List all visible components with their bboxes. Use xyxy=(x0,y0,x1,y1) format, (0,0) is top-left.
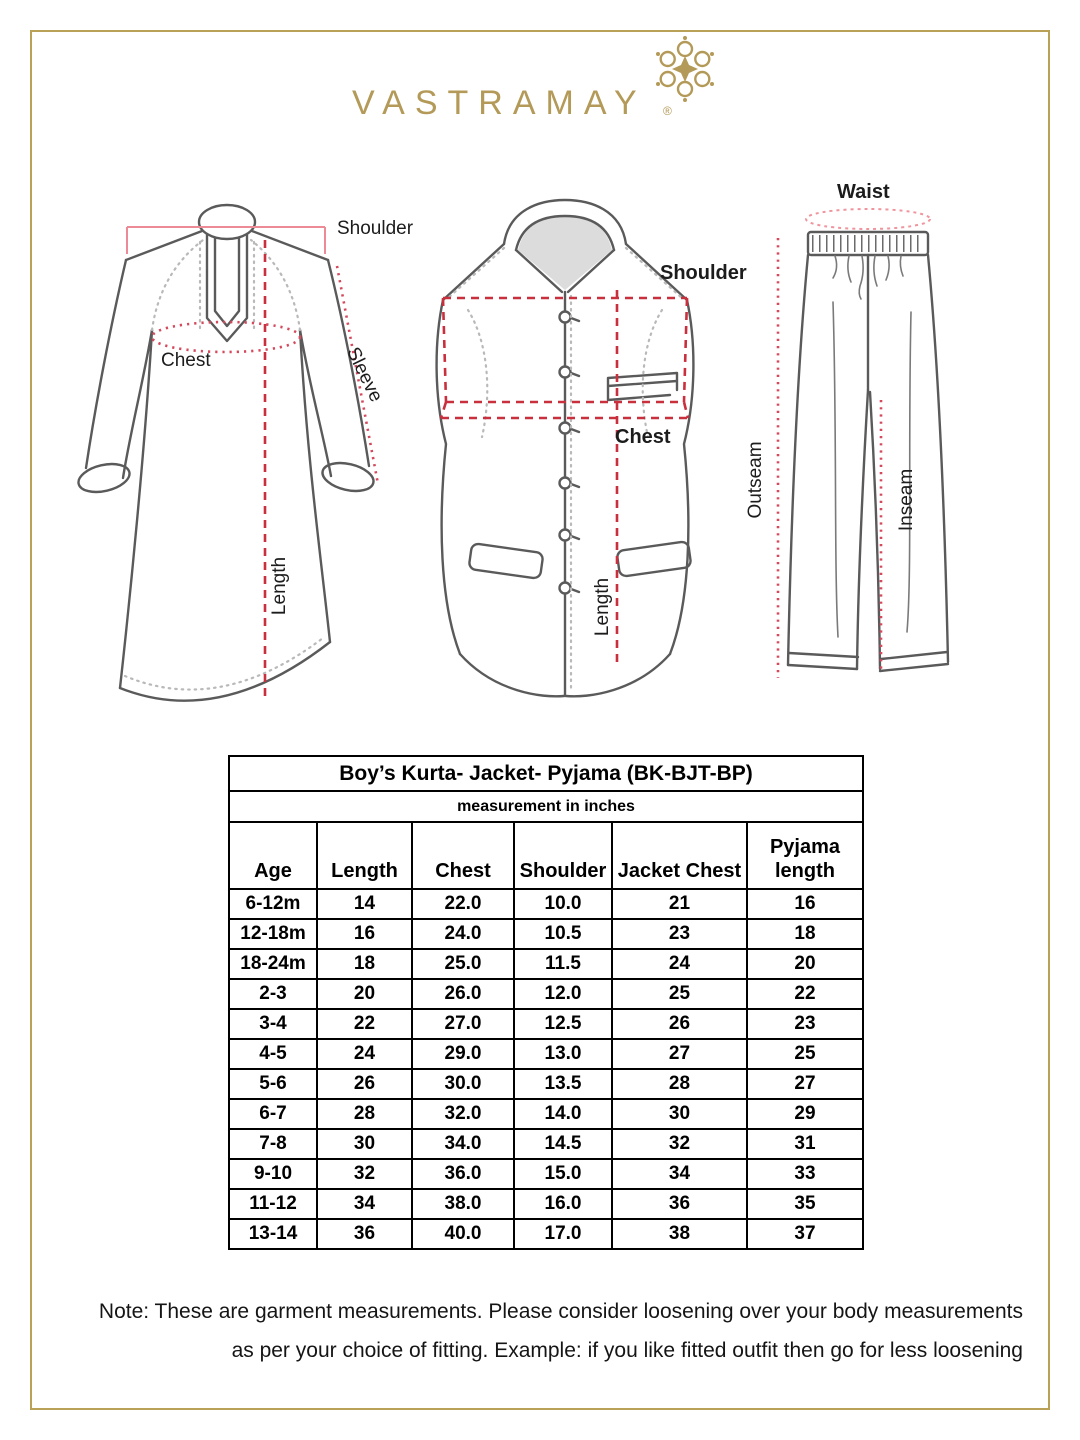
kurta-sleeve-label: Sleeve xyxy=(342,344,387,406)
table-cell: 36.0 xyxy=(412,1159,514,1189)
table-cell: 21 xyxy=(612,889,747,919)
table-cell: 36 xyxy=(612,1189,747,1219)
table-cell: 12-18m xyxy=(229,919,317,949)
table-cell: 30 xyxy=(612,1099,747,1129)
table-cell: 23 xyxy=(612,919,747,949)
table-cell: 38 xyxy=(612,1219,747,1249)
pyjama-inseam-label: Inseam xyxy=(896,468,917,532)
table-title-row xyxy=(229,756,863,791)
jacket-right-pocket xyxy=(617,541,692,577)
kurta-seam-dots xyxy=(125,240,323,690)
table-cell: 11.5 xyxy=(514,949,612,979)
registered-trademark: ® xyxy=(663,104,672,118)
table-cell: 13-14 xyxy=(229,1219,317,1249)
table-cell: 38.0 xyxy=(412,1189,514,1219)
table-row xyxy=(229,1099,863,1129)
table-cell: 30 xyxy=(317,1129,412,1159)
table-cell: 20 xyxy=(747,949,863,979)
table-cell: 34 xyxy=(612,1159,747,1189)
table-cell: 26 xyxy=(317,1069,412,1099)
table-subtitle-row xyxy=(229,791,863,822)
table-cell: 26.0 xyxy=(412,979,514,1009)
jacket-length-label: Length xyxy=(592,577,613,637)
measurement-note xyxy=(55,1292,1023,1370)
column-header-jacket-chest: Jacket Chest xyxy=(612,822,747,889)
column-header-chest: Chest xyxy=(412,822,514,889)
table-cell: 27 xyxy=(612,1039,747,1069)
table-row xyxy=(229,889,863,919)
table-subtitle: measurement in inches xyxy=(229,791,863,822)
table-cell: 40.0 xyxy=(412,1219,514,1249)
table-row xyxy=(229,1129,863,1159)
jacket-shoulder-label: Shoulder xyxy=(660,262,747,284)
table-cell: 25 xyxy=(612,979,747,1009)
kurta-sketch xyxy=(55,178,425,738)
table-cell: 18-24m xyxy=(229,949,317,979)
jacket-diagram xyxy=(432,192,772,712)
jacket-buttons xyxy=(560,312,580,594)
table-cell: 9-10 xyxy=(229,1159,317,1189)
table-cell: 32.0 xyxy=(412,1099,514,1129)
table-row xyxy=(229,1039,863,1069)
table-cell: 14.0 xyxy=(514,1099,612,1129)
kurta-length-label: Length xyxy=(269,556,290,616)
table-cell: 20 xyxy=(317,979,412,1009)
table-cell: 10.5 xyxy=(514,919,612,949)
jacket-neck-shade xyxy=(518,216,612,290)
table-cell: 32 xyxy=(317,1159,412,1189)
table-cell: 22 xyxy=(747,979,863,1009)
brand-logo-text: VASTRAMAY xyxy=(352,84,647,122)
table-cell: 4-5 xyxy=(229,1039,317,1069)
table-cell: 29.0 xyxy=(412,1039,514,1069)
table-cell: 37 xyxy=(747,1219,863,1249)
table-cell: 18 xyxy=(317,949,412,979)
note-line-2: as per your choice of fitting. Example: if you like fitted outfit then go for less loosening xyxy=(231,1339,1023,1362)
table-cell: 32 xyxy=(612,1129,747,1159)
column-header-age: Age xyxy=(229,822,317,889)
table-cell: 6-7 xyxy=(229,1099,317,1129)
table-cell: 10.0 xyxy=(514,889,612,919)
table-cell: 22.0 xyxy=(412,889,514,919)
table-cell: 5-6 xyxy=(229,1069,317,1099)
table-cell: 22 xyxy=(317,1009,412,1039)
pyjama-left-crease xyxy=(833,302,838,637)
size-table-body xyxy=(229,889,863,1249)
table-cell: 34.0 xyxy=(412,1129,514,1159)
table-cell: 12.0 xyxy=(514,979,612,1009)
table-cell: 24 xyxy=(612,949,747,979)
table-cell: 35 xyxy=(747,1189,863,1219)
table-cell: 26 xyxy=(612,1009,747,1039)
table-cell: 36 xyxy=(317,1219,412,1249)
table-cell: 24.0 xyxy=(412,919,514,949)
table-row xyxy=(229,919,863,949)
table-cell: 27 xyxy=(747,1069,863,1099)
table-cell: 7-8 xyxy=(229,1129,317,1159)
table-row xyxy=(229,979,863,1009)
size-chart-table xyxy=(228,755,864,1250)
table-row xyxy=(229,1069,863,1099)
table-cell: 23 xyxy=(747,1009,863,1039)
column-header-length: Length xyxy=(317,822,412,889)
note-line-1: Note: These are garment measurements. Please consider loosening over your body measurements xyxy=(98,1300,1023,1323)
pyjama-diagram xyxy=(735,172,1065,717)
table-cell: 3-4 xyxy=(229,1009,317,1039)
table-row xyxy=(229,1189,863,1219)
table-cell: 12.5 xyxy=(514,1009,612,1039)
table-cell: 13.0 xyxy=(514,1039,612,1069)
table-cell: 24 xyxy=(317,1039,412,1069)
table-header-row xyxy=(229,822,863,889)
pyjama-outline xyxy=(788,232,948,671)
column-header-pyjama-length: Pyjama length xyxy=(747,822,863,889)
table-cell: 29 xyxy=(747,1099,863,1129)
table-cell: 16 xyxy=(747,889,863,919)
table-cell: 28 xyxy=(317,1099,412,1129)
jacket-chest-label: Chest xyxy=(615,426,671,448)
table-cell: 28 xyxy=(612,1069,747,1099)
table-cell: 16.0 xyxy=(514,1189,612,1219)
kurta-shoulder-label: Shoulder xyxy=(337,218,414,239)
table-row xyxy=(229,1009,863,1039)
jacket-left-pocket xyxy=(469,543,544,579)
table-row xyxy=(229,949,863,979)
table-cell: 16 xyxy=(317,919,412,949)
table-cell: 33 xyxy=(747,1159,863,1189)
table-cell: 27.0 xyxy=(412,1009,514,1039)
table-cell: 25 xyxy=(747,1039,863,1069)
pyjama-waist-label: Waist xyxy=(837,181,890,203)
column-header-shoulder: Shoulder xyxy=(514,822,612,889)
table-cell: 18 xyxy=(747,919,863,949)
table-cell: 14 xyxy=(317,889,412,919)
table-row xyxy=(229,1159,863,1189)
pyjama-outseam-label: Outseam xyxy=(745,441,766,519)
table-cell: 2-3 xyxy=(229,979,317,1009)
table-cell: 11-12 xyxy=(229,1189,317,1219)
table-cell: 14.5 xyxy=(514,1129,612,1159)
brand-ornament-icon xyxy=(650,34,720,104)
kurta-chest-label: Chest xyxy=(161,350,211,371)
table-cell: 17.0 xyxy=(514,1219,612,1249)
kurta-diagram xyxy=(55,178,425,738)
table-cell: 30.0 xyxy=(412,1069,514,1099)
table-cell: 25.0 xyxy=(412,949,514,979)
table-row xyxy=(229,1219,863,1249)
table-cell: 6-12m xyxy=(229,889,317,919)
pyjama-measure-lines xyxy=(778,209,930,678)
table-cell: 13.5 xyxy=(514,1069,612,1099)
table-cell: 15.0 xyxy=(514,1159,612,1189)
table-title: Boy’s Kurta- Jacket- Pyjama (BK-BJT-BP) xyxy=(229,756,863,791)
table-cell: 31 xyxy=(747,1129,863,1159)
pyjama-sketch xyxy=(735,172,1065,717)
table-cell: 34 xyxy=(317,1189,412,1219)
kurta-outline xyxy=(76,205,377,701)
